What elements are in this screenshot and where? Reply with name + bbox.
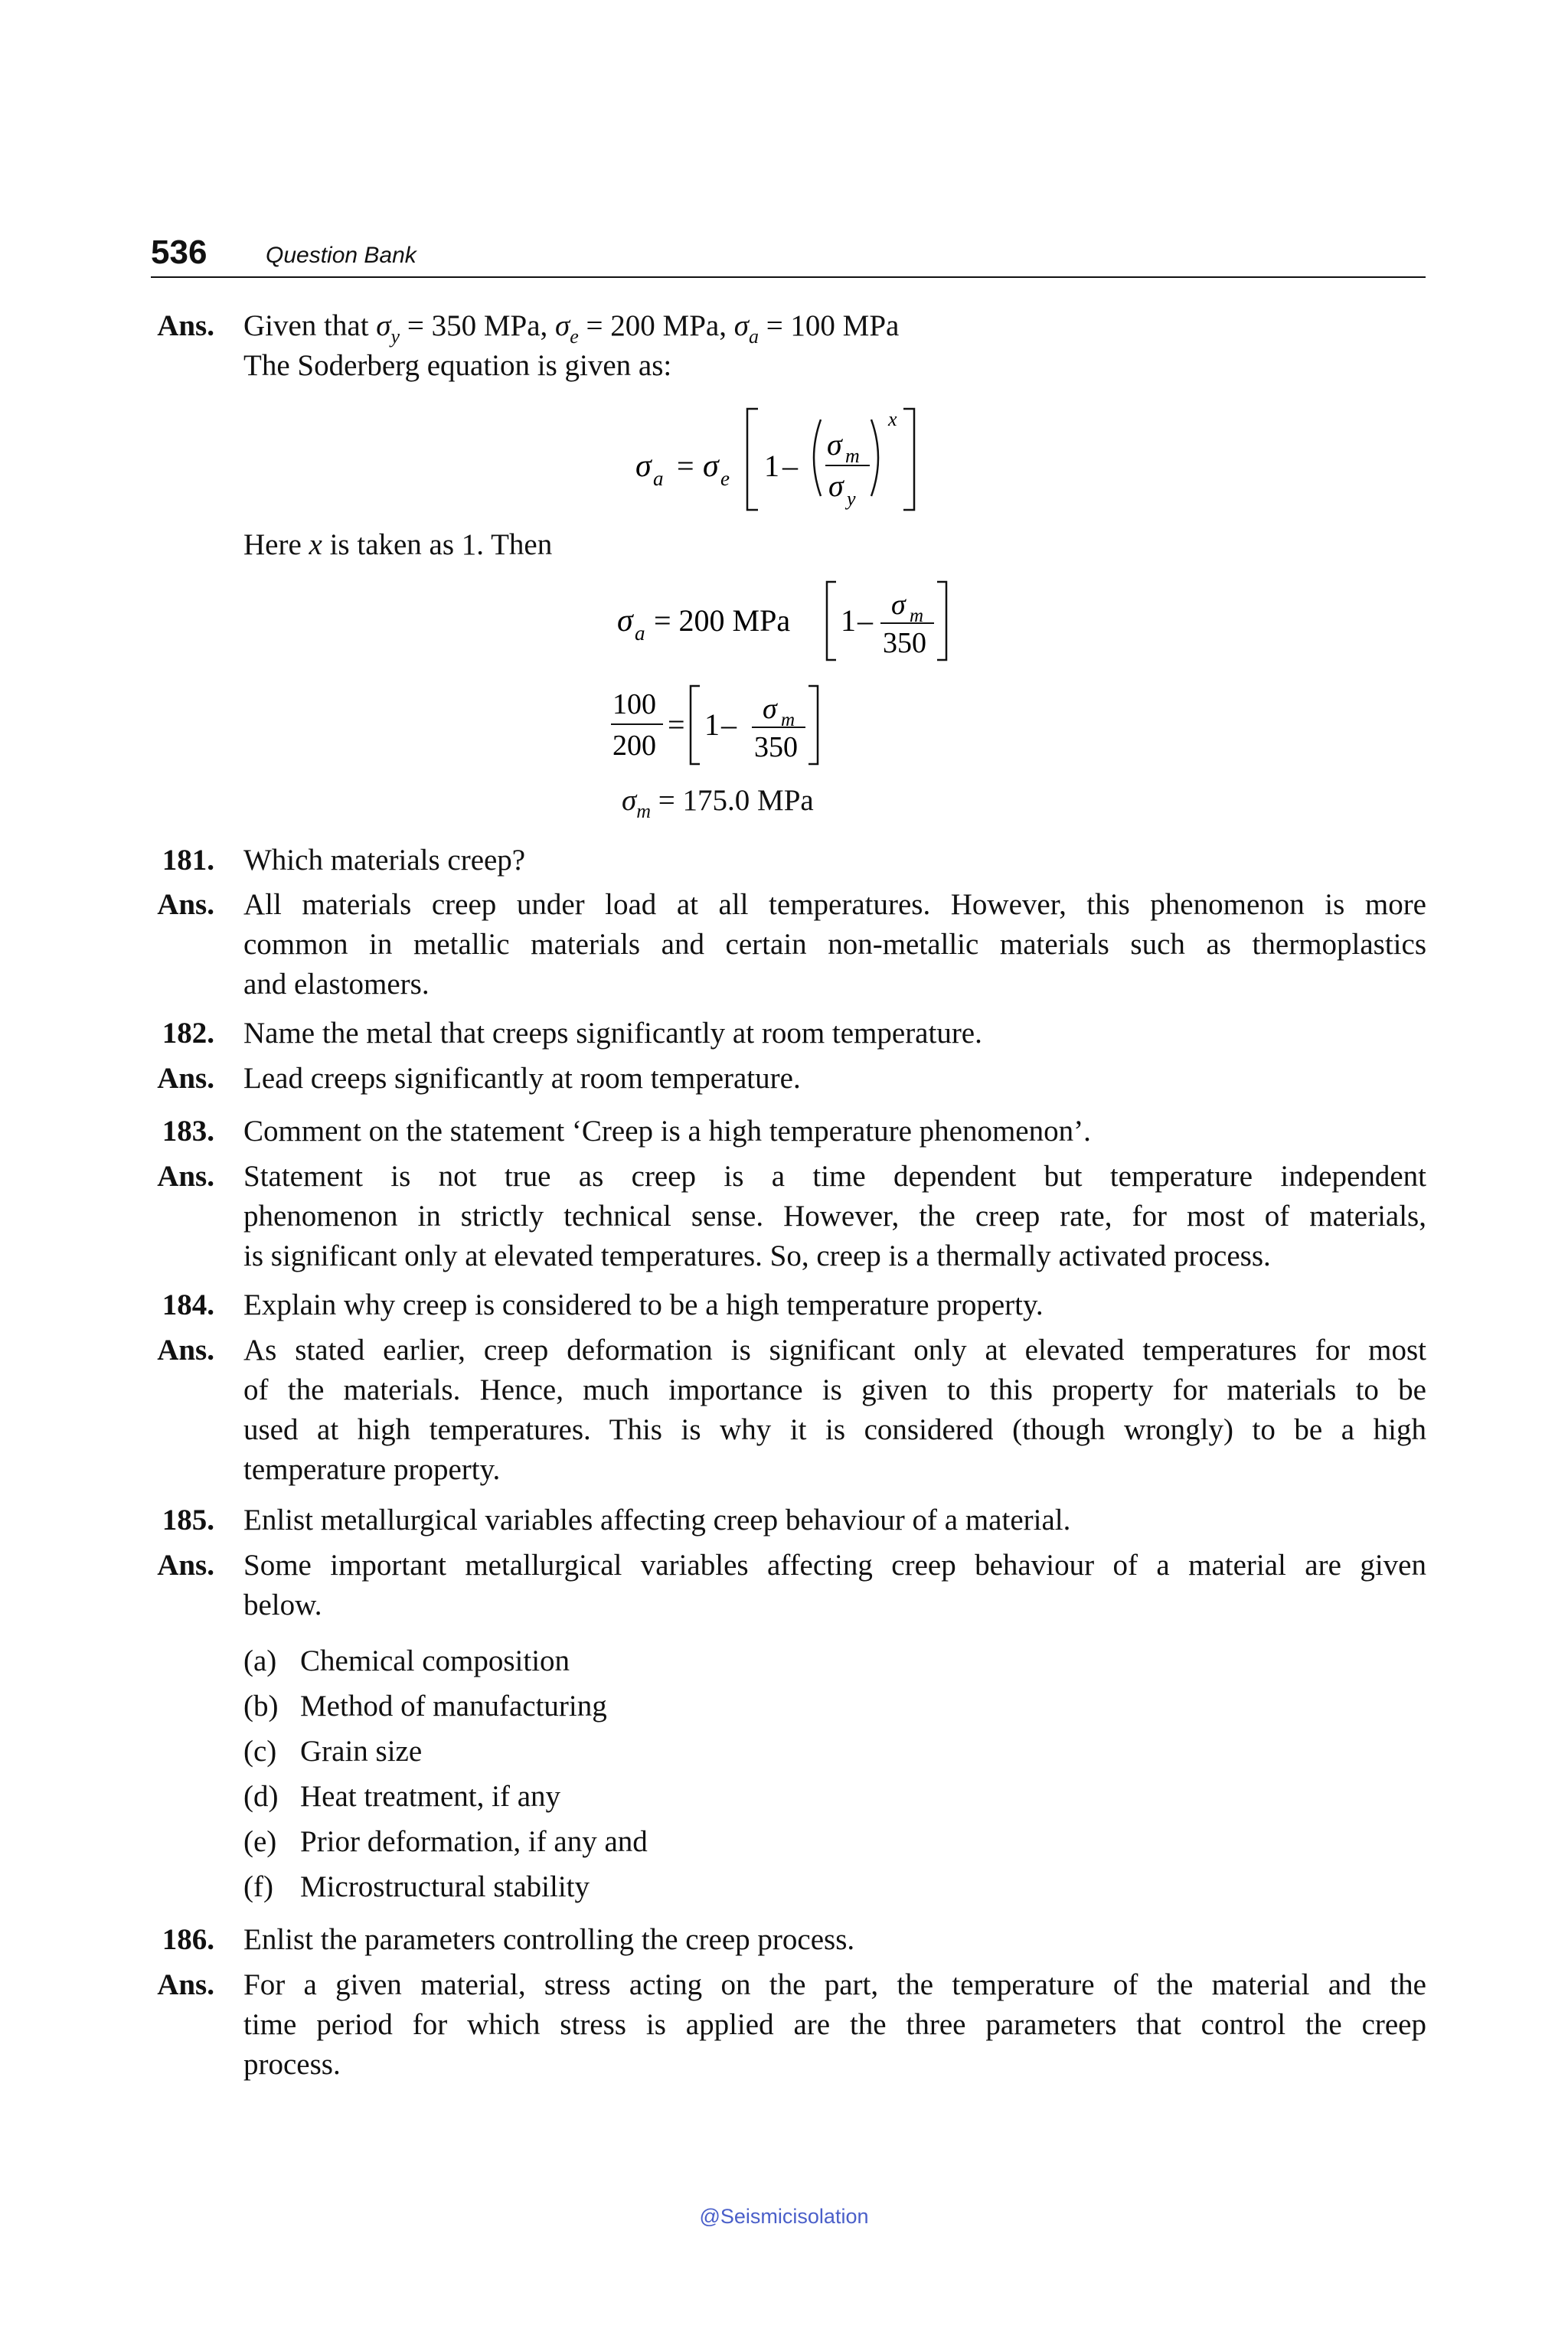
svg-text:1: 1: [764, 449, 779, 483]
svg-text:100: 100: [612, 688, 656, 720]
running-title: Question Bank: [266, 243, 416, 268]
page: 536 Question Bank Ans. Given that $\sigma_y = 350$ MPa, $\sigma_e = 200$ MPa, $\sigma_a = 100$ MPa The Soderberg equation is given as: σ a = σ e 1 – σ m σ y x Here x is taken as 1. Then σ a = 200 MPa 1 – σ m 350 100 200 = 1 – σ m 350 $\sigma_m = 175.0$ MPa 181. Which materials creep? Ans. All materials creep under load at all temperatures. However, this phenomenon is more common in metallic materials and certain non-metallic materials such as thermoplastics and elastomers. 182. Name the metal that creeps significantly at room temperature. Ans. Lead creeps significantly at room temperature. 183. Comment on the statement ‘Creep is a high temperature phenomenon’. Ans. Statement is not true as creep is a time dependent but temperature independent phenomenon in strictly technical sense. However, the creep rate, for most of materials, is significant only at elevated temperatures. So, creep is a thermally activated process. 184. Explain why creep is considered to be a high temperature property. Ans. As stated earlier, creep deformation is significant only at elevated temperatures for most of the materials. Hence, much importance is given to this property for materials to be used at high temperatures. This is why it is considered (though wrongly) to be a high temperature property. 185. Enlist metallurgical variables affecting creep behaviour of a material. Ans. Some important metallurgical variables affecting creep behaviour of a material are given below. (a) Chemical composition (b) Method of manufacturing (c) Grain size (d) Heat treatment, if any (e) Prior deformation, if any and (f) Microstructural stability 186. Enlist the parameters controlling the creep process. Ans. For a given material, stress acting on the part, the temperature of the material and the time period for which stress is applied are the three parameters that control the creep process. @Seismicisolation: [0, 0, 1568, 2335]
svg-text:=: =: [677, 449, 694, 483]
svg-text:200: 200: [612, 730, 656, 762]
answer-label: Ans.: [157, 309, 214, 342]
svg-text:350: 350: [883, 627, 926, 659]
svg-text:=: =: [668, 707, 685, 742]
watermark: @Seismicisolation: [699, 2205, 869, 2228]
svg-text:σ: σ: [828, 469, 844, 503]
equation-substituted: [617, 576, 985, 678]
equation-intro: The Soderberg equation is given as:: [243, 349, 672, 382]
svg-text:350: 350: [754, 731, 798, 763]
svg-text:a: a: [635, 622, 645, 645]
svg-text:m: m: [845, 445, 860, 467]
svg-text:–: –: [782, 449, 798, 483]
svg-text:e: e: [720, 467, 730, 490]
soderberg-equation: [635, 404, 957, 530]
svg-text:σ: σ: [763, 693, 777, 725]
svg-text:σ: σ: [891, 589, 906, 621]
svg-text:–: –: [858, 603, 873, 638]
svg-text:1: 1: [841, 603, 856, 638]
svg-text:m: m: [910, 606, 924, 626]
equation-ratio: [611, 674, 871, 784]
page-header: [151, 234, 1426, 278]
svg-text:1: 1: [704, 707, 720, 742]
svg-text:= 200 MPa: = 200 MPa: [654, 603, 791, 638]
svg-text:a: a: [653, 467, 664, 490]
svg-text:–: –: [721, 707, 737, 742]
given-values: Given that $\sigma_y = 350$ MPa, $\sigma_e = 200$ MPa, $\sigma_a = 100$ MPa: [243, 309, 900, 348]
svg-text:m: m: [781, 710, 795, 730]
here-text: Here x is taken as 1. Then: [243, 528, 553, 561]
svg-text:x: x: [888, 408, 897, 430]
svg-text:y: y: [847, 488, 856, 510]
page-number: 536: [151, 234, 207, 271]
svg-text:σ: σ: [635, 449, 652, 484]
svg-text:σ: σ: [617, 603, 633, 638]
svg-text:σ: σ: [827, 427, 842, 462]
svg-text:σ: σ: [703, 449, 719, 484]
